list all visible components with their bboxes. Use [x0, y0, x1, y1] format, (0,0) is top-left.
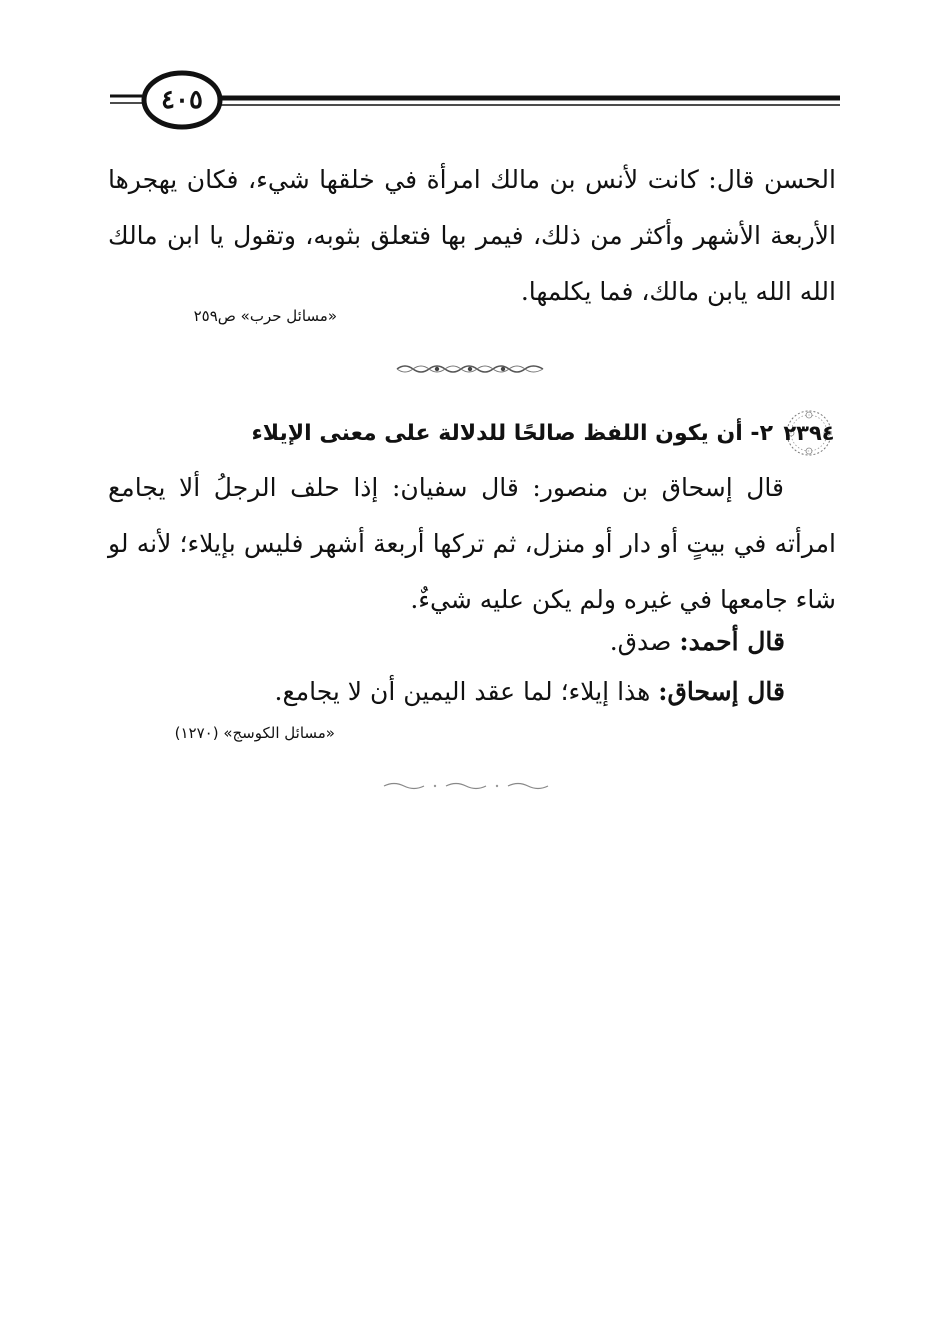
source-citation-2: «مسائل الكوسج» (١٢٧٠)	[174, 724, 335, 742]
ishaq-text: هذا إيلاء؛ لما عقد اليمين أن لا يجامع.	[274, 677, 659, 706]
section-number-badge	[781, 408, 837, 458]
divider-ornament-icon	[395, 362, 545, 376]
ishaq-statement	[275, 664, 786, 720]
section-heading	[252, 408, 837, 458]
section-title: ٢- أن يكون اللفظ صالحًا للدلالة على معنى الإيلاء	[251, 420, 773, 446]
source-citation-1: «مسائل حرب» ص٢٥٩	[193, 307, 337, 325]
page-header	[110, 70, 840, 130]
ahmad-statement	[610, 614, 785, 670]
ishaq-speaker: قال إسحاق:	[658, 677, 785, 706]
section-number: ٢٣٩٤	[783, 421, 835, 445]
ahmad-speaker: قال أحمد:	[679, 627, 785, 656]
ahmad-text: صدق.	[609, 627, 680, 656]
paragraph-1: الحسن قال: كانت لأنس بن مالك امرأة في خلقها شيء، فكان يهجرها الأربعة الأشهر وأكثر من ذلك، فيمر بها فتعلق بثوبه، وتقول يا ابن مالك الله الله يابن مالك، فما يكلمها.	[108, 165, 836, 306]
end-ornament-icon	[380, 780, 555, 792]
page-number: ٤٠٥	[161, 85, 203, 115]
paragraph-2: قال إسحاق بن منصور: قال سفيان: إذا حلف الرجلُ ألا يجامع امرأته في بيتٍ أو دار أو منزل، ثم تركها أربعة أشهر فليس بإيلاء؛ لأنه لو شاء جامعها في غيره ولم يكن عليه شيءٌ.	[108, 473, 836, 614]
